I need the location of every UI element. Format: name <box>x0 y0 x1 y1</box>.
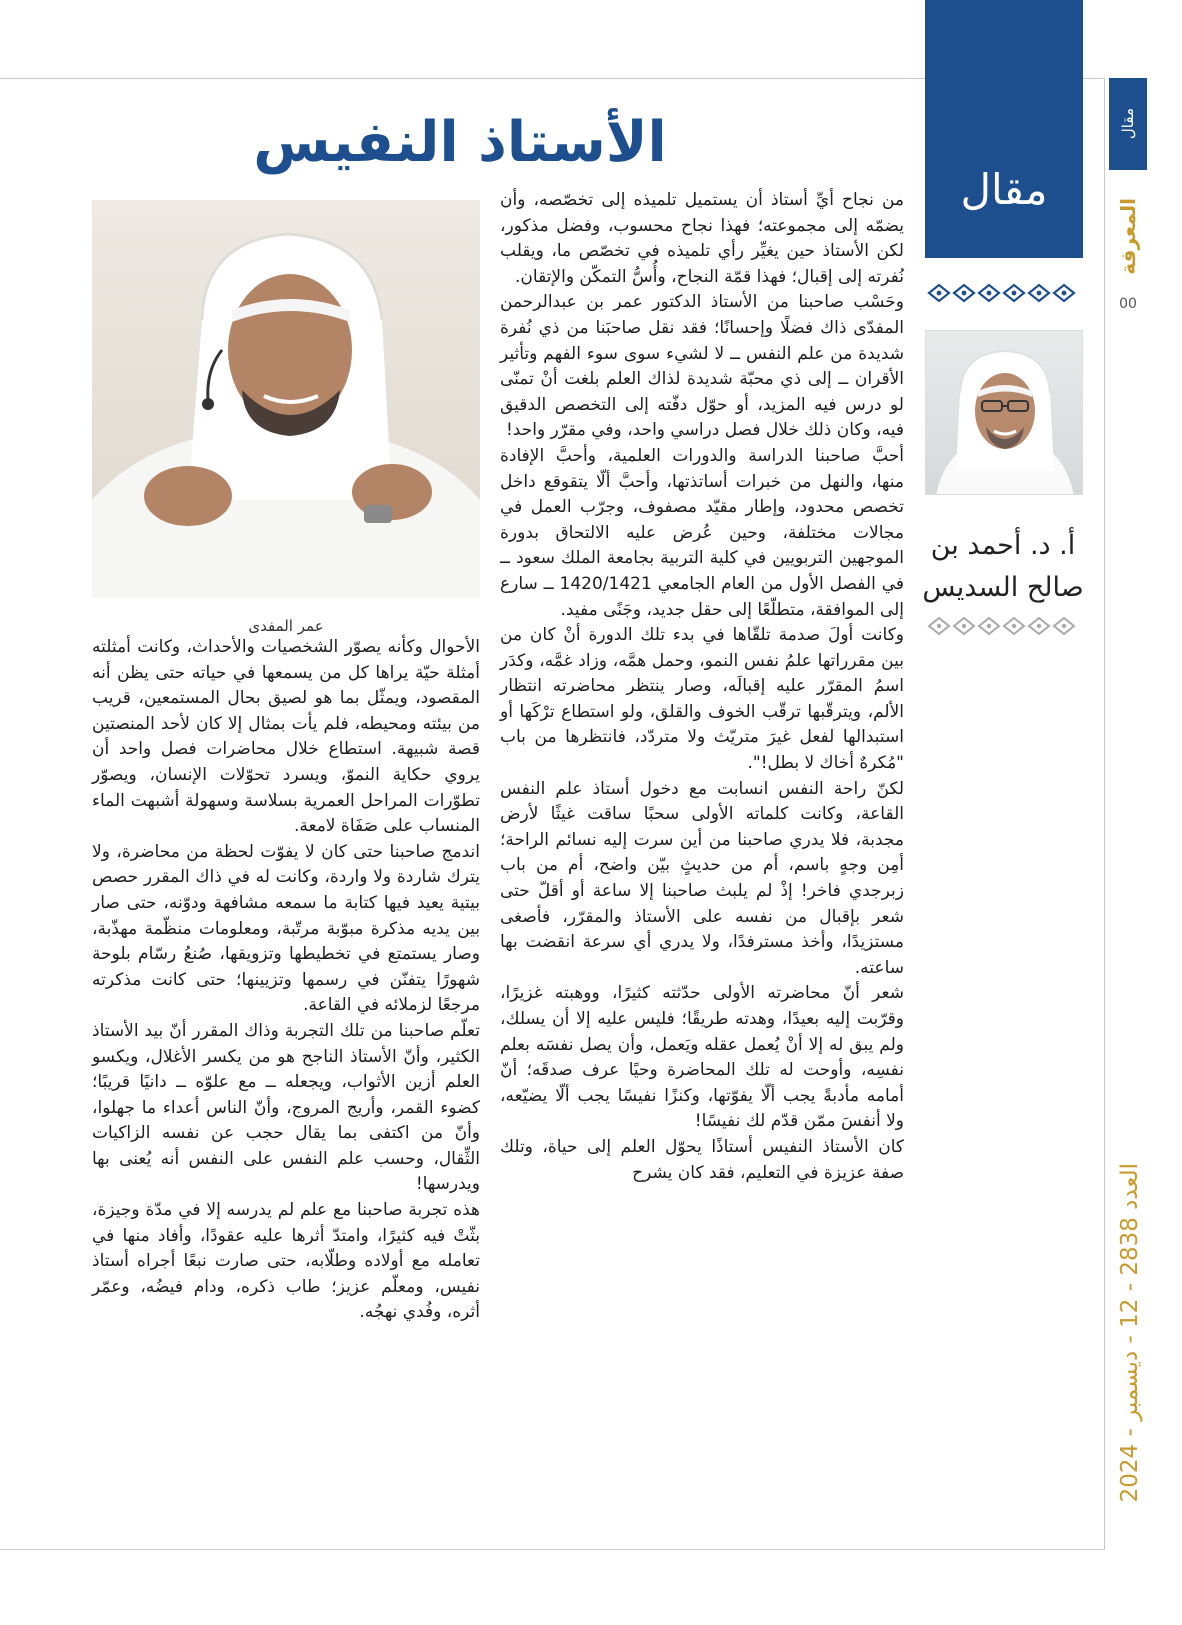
page-number: 00 <box>1119 296 1137 312</box>
paragraph: لكنّ راحة النفس انسابت مع دخول أستاذ علم النفس القاعة، وكانت كلماته الأولى سحبًا ساقت غيثًا لأرض مجدبة، فلا يدري صاحبنا من أين سرت إليه نسائم الراحة؛ أمِن وجهٍ باسم، أم من حديثٍ بيّن واضح، أم من باب زبرجدي فاخر! إذْ لم يلبث صاحبنا إلا ساعة أو أقلّ حتى شعر بإقبال من نفسه على الأستاذ والمقرّر، فأصغى مستزيدًا، وأخذ مسترفدًا، ولا يدري أي سرعة انقضت بها ساعته. <box>500 778 904 978</box>
paragraph: الأحوال وكأنه يصوّر الشخصيات والأحداث، وكانت أمثلته أمثلة حيّة يراها كل من يسمعها في حياته حتى يظن أنه المقصود، ويمثّل بما هو لصيق بحال المستمعين، قريب من بيئته ومحيطه، فلم يأت بمثال إلا كان لأحد المنصتين قصة شبيهة. استطاع خلال محاضرات فصل واحد أن يروي حكاية النموّ، ويسرد تحوّلات الإنسان، ويصوّر تطوّرات المراحل العمرية بسلاسة وسهولة أشبهت الماء المنساب على صَفَاة لامعة. <box>92 637 480 837</box>
article-column-left <box>92 635 480 1326</box>
diamond-ornament-top <box>925 282 1083 304</box>
photo-caption: عمر المفدى <box>248 617 324 635</box>
issue-info-text: العدد 2838 - 12 - ديسمبر - 2024 <box>1117 1163 1143 1503</box>
paragraph: اندمج صاحبنا حتى كان لا يفوّت لحظة من محاضرة، ولا يترك شاردة ولا واردة، وكانت له في ذاك المقرر حصص بيتية يعيد فيها كتابة ما سمعه مشافهة ودوّنه، حتى صار بين يديه مذكرة مبوّبة مرتّبة، ومعلومات منظّمة مهذّبة، وصار يستمتع في تخطيطها وتزويقها، صُنعُ رسّام بلوحة شهورًا يتفنّن في رسمها وتزيينها؛ حتى كانت مذكرته مرجعًا لزملائه في القاعة. <box>92 841 480 1016</box>
article-column-right <box>500 188 904 1186</box>
diamond-ornament-bottom <box>925 615 1083 637</box>
edge-tab-label: مقال <box>1119 108 1137 140</box>
edge-section-tab <box>1109 78 1147 170</box>
paragraph: وحَسْب صاحبنا من الأستاذ الدكتور عمر بن عبدالرحمن المفدّى ذاك فضلًا وإحسانًا؛ فقد نقل صاحبَنا من ذي نُفرة شديدة من علم النفس ــ لا لشيء سوى سوء الفهم وتأثير الأقران ــ إلى ذي محبّة شديدة لذاك العلم بلغت أنْ تمنّى لو درس فيه المزيد، أو حوّل دفّته إلى التخصص الدقيق فيه، وكان ذلك خلال فصل دراسي واحد، وفي مقرّر واحد! <box>500 292 904 441</box>
section-label: مقال <box>960 165 1048 214</box>
author-name-line1: أ. د. أحمد بن <box>930 530 1076 561</box>
article-title: الأستاذ النفيس <box>253 110 667 175</box>
paragraph: كان الأستاذ النفيس أستاذًا يحوّل العلم إلى حياة، وتلك صفة عزيزة في التعليم، فقد كان يشرح <box>500 1136 904 1183</box>
author-photo <box>925 330 1083 495</box>
paragraph: شعر أنّ محاضرته الأولى حدّثته كثيرًا، ووهبته غزيرًا، وقرّبت إليه بعيدًا، وهدته طريقًا؛ فليس عليه إلا أن يسلك، ولم يبق له إلا أنْ يُعمل عقله ويَعمل، وأن يصل نفسَه بعلم نفسِه، وأوحت له تلك المحاضرة وحيًا عرف صدقَه؛ أنّ أمامه مأدبةً يجب ألّا يفوّتها، وكنزًا نفيسًا يجب ألّا يضيّعه، ولا أنفسَ ممّن قدّم لك نفيسًا! <box>500 983 904 1132</box>
author-name <box>918 525 1088 609</box>
magazine-logo-text: المعرفة <box>1116 197 1140 275</box>
author-portrait-image <box>926 331 1083 495</box>
paragraph: تعلّم صاحبنا من تلك التجربة وذاك المقرر أنّ بيد الأستاذ الكثير، وأنّ الأستاذ الناجح هو من يكسر الأغلال، ويكسو العلم أزين الأثواب، ويجعله ــ مع علوّه ــ دانيًا قريبًا؛ كضوء القمر، وأريج المروج، وأنّ الناس أعداء ما جهلوا، وأنّ من اكتفى بما يقال حجب عن نفسه الزاكيات الثِّقال، وحسب علم النفس على النفس أنه يُعنى بها ويدرسها! <box>92 1020 480 1195</box>
subject-portrait-image <box>92 200 480 598</box>
section-banner <box>925 0 1083 258</box>
paragraph: وكانت أولَ صدمة تلقّاها في بدء تلك الدورة أنْ كان من بين مقرراتها علمُ نفس النمو، وحمل همَّه، وزاد غمَّه، وكدَر اسمُ المقرّر عليه إقبالَه، وصار ينتظر محاضرته انتظار الألم، ويترقّبها ترقّب الخوف والقلق، ولو استطاع ترْكَها أو استبدالها لفعل غيرَ متريّث ولا متردّد، فانتظرها من باب "مُكرهٌ أخاك لا بطل!". <box>500 625 904 774</box>
author-name-line2: صالح السديس <box>922 572 1084 603</box>
magazine-logo <box>1109 180 1147 292</box>
issue-info <box>1113 1108 1147 1558</box>
paragraph: أحبَّ صاحبنا الدراسة والدورات العلمية، وأحبَّ الإفادة منها، والنهل من خبرات أساتذتها، وأحبَّ ألّا يتقوقع داخل تخصص محدود، وإطار مقيّد مصفوف، وجرّب العمل في مجالات مختلفة، وحين عُرض عليه الالتحاق بدورة الموجهين التربويين في كلية التربية بجامعة الملك سعود ــ في الفصل الأول من العام الجامعي 1420/1421 ــ سارع إلى الموافقة، متطلّعًا إلى حقل جديد، وجَنًى مفيد. <box>500 445 904 620</box>
paragraph: هذه تجربة صاحبنا مع علم لم يدرسه إلا في مدّة وجيزة، بثّتْ فيه كثيرًا، وامتدّ أثرها عليه عقودًا، وأفاد منها في تعامله مع أولاده وطلّابه، حتى صارت نبعًا أجراه أستاذ نفيس، ومعلّم عزيز؛ طاب ذكره، ودام فيضُه، وعمّر أثره، وفُدي نهجُه. <box>92 1200 480 1323</box>
paragraph: من نجاح أيِّ أستاذ أن يستميل تلميذه إلى تخصّصه، وأن يضمّه إلى مجموعته؛ فهذا نجاح محسوب، وفضل مذكور، لكن الأستاذ حين يغيِّر رأي تلميذه في تخصّص ما، ويقلب نُفرته إلى إقبال؛ فهذا قمّة النجاح، وأُسُّ التمكّن والإتقان. <box>500 190 904 287</box>
subject-photo <box>92 200 480 598</box>
